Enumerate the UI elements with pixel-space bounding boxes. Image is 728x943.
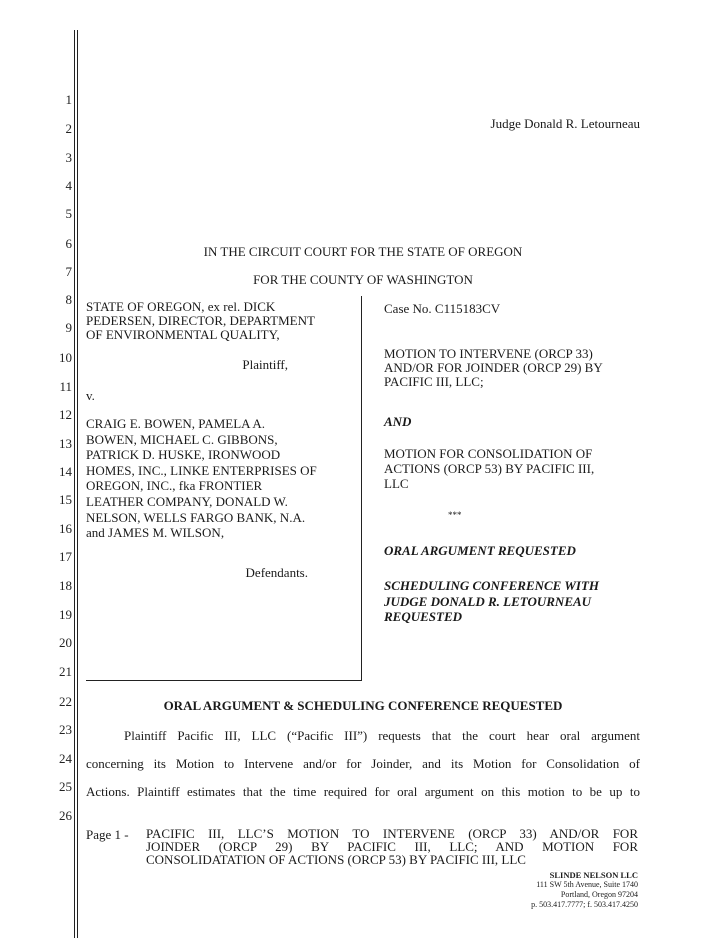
body-line-1: Plaintiff Pacific III, LLC (“Pacific III”) requests that the court hear oral argument	[124, 728, 640, 743]
motion1-line: AND/OR FOR JOINDER (ORCP 29) BY	[384, 360, 603, 375]
line-number: 16	[59, 521, 72, 536]
firm-address-1: 111 SW 5th Avenue, Suite 1740	[536, 880, 638, 889]
firm-address-2: Portland, Oregon 97204	[560, 890, 638, 899]
line-number: 21	[59, 664, 72, 679]
court-name: IN THE CIRCUIT COURT FOR THE STATE OF OREGON	[203, 244, 523, 259]
line-number: 2	[65, 121, 72, 136]
sched-line: JUDGE DONALD R. LETOURNEAU	[384, 593, 592, 609]
sched-line: SCHEDULING CONFERENCE WITH	[384, 578, 600, 593]
footer-title-line: CONSOLIDATATION OF ACTIONS (ORCP 53) BY PACIFIC III, LLC	[146, 852, 526, 867]
defendant-line: CRAIG E. BOWEN, PAMELA A.	[86, 416, 266, 431]
motion1-line: PACIFIC III, LLC;	[384, 374, 484, 389]
defendant-line: and JAMES M. WILSON,	[86, 525, 225, 541]
plaintiff-name	[86, 300, 358, 342]
defendant-names	[86, 416, 358, 541]
defendant-line: OREGON, INC., fka FRONTIER	[86, 478, 263, 494]
section-heading: ORAL ARGUMENT & SCHEDULING CONFERENCE REQUESTED	[163, 698, 563, 713]
motion1-line: MOTION TO INTERVENE (ORCP 33)	[384, 346, 593, 361]
and-label: AND	[384, 414, 412, 429]
line-number: 4	[65, 178, 72, 193]
case-number: Case No. C115183CV	[384, 301, 501, 316]
motion-consolidation	[384, 446, 644, 491]
margin-rule-left-2	[77, 30, 78, 938]
line-number: 18	[59, 578, 72, 593]
footer-title-line: PACIFIC III, LLC’S MOTION TO INTERVENE (ORCP 33) AND/OR FOR	[146, 826, 638, 841]
sched-line: REQUESTED	[384, 609, 463, 624]
line-number: 5	[65, 206, 72, 221]
defendant-line: LEATHER COMPANY, DONALD W.	[86, 493, 288, 509]
plaintiff-line: OF ENVIRONMENTAL QUALITY,	[86, 327, 280, 342]
caption-divider	[361, 296, 362, 681]
line-number: 22	[59, 694, 72, 709]
court-county: FOR THE COUNTY OF WASHINGTON	[253, 272, 473, 287]
firm-phone: p. 503.417.7777; f. 503.417.4250	[531, 900, 638, 909]
motion-to-intervene	[384, 347, 644, 389]
page-number: Page 1 -	[86, 827, 129, 842]
motion2-line: MOTION FOR CONSOLIDATION OF	[384, 446, 593, 461]
plaintiff-line: PEDERSEN, DIRECTOR, DEPARTMENT	[86, 313, 315, 328]
line-number: 6	[65, 236, 72, 251]
scheduling-conference-requested	[384, 578, 644, 625]
line-number: 12	[59, 407, 72, 422]
footer-title-line: JOINDER (ORCP 29) BY PACIFIC III, LLC; AND MOTION FOR	[146, 839, 638, 854]
line-number: 25	[59, 779, 72, 794]
defendant-line: BOWEN, MICHAEL C. GIBBONS,	[86, 431, 278, 447]
line-number: 8	[65, 292, 72, 307]
defendant-line: NELSON, WELLS FARGO BANK, N.A.	[86, 509, 306, 525]
defendants-label: Defendants.	[245, 565, 308, 580]
plaintiff-label: Plaintiff,	[242, 357, 288, 372]
defendant-line: HOMES, INC., LINKE ENTERPRISES OF	[86, 462, 317, 478]
line-number: 9	[65, 320, 72, 335]
line-number: 19	[59, 607, 72, 622]
line-number: 15	[59, 492, 72, 507]
line-number: 13	[59, 436, 72, 451]
line-number: 7	[65, 264, 72, 279]
footer-title	[146, 827, 638, 866]
body-line-3: Actions. Plaintiff estimates that the time required for oral argument on this motion to be up to	[86, 784, 640, 799]
line-number: 3	[65, 150, 72, 165]
plaintiff-line: STATE OF OREGON, ex rel. DICK	[86, 299, 276, 314]
line-number: 17	[59, 549, 72, 564]
line-number: 20	[59, 635, 72, 650]
margin-rule-left	[74, 30, 75, 938]
line-number: 10	[59, 350, 72, 365]
motion2-line: LLC	[384, 476, 409, 491]
line-number: 23	[59, 722, 72, 737]
oral-argument-requested: ORAL ARGUMENT REQUESTED	[384, 543, 576, 558]
firm-name: SLINDE NELSON LLC	[549, 870, 638, 880]
line-number: 26	[59, 808, 72, 823]
motion2-line: ACTIONS (ORCP 53) BY PACIFIC III,	[384, 461, 595, 476]
caption-bottom-rule	[86, 680, 362, 681]
defendant-line: PATRICK D. HUSKE, IRONWOOD	[86, 447, 281, 463]
judge-name: Judge Donald R. Letourneau	[490, 116, 640, 131]
body-line-2: concerning its Motion to Intervene and/or for Joinder, and its Motion for Consolidation of	[86, 756, 640, 771]
line-number: 11	[59, 379, 72, 394]
firm-block	[438, 870, 638, 910]
versus: v.	[86, 388, 95, 403]
section-stars: ***	[448, 510, 462, 520]
line-number: 14	[59, 464, 72, 479]
line-number: 24	[59, 751, 72, 766]
line-number: 1	[65, 92, 72, 107]
